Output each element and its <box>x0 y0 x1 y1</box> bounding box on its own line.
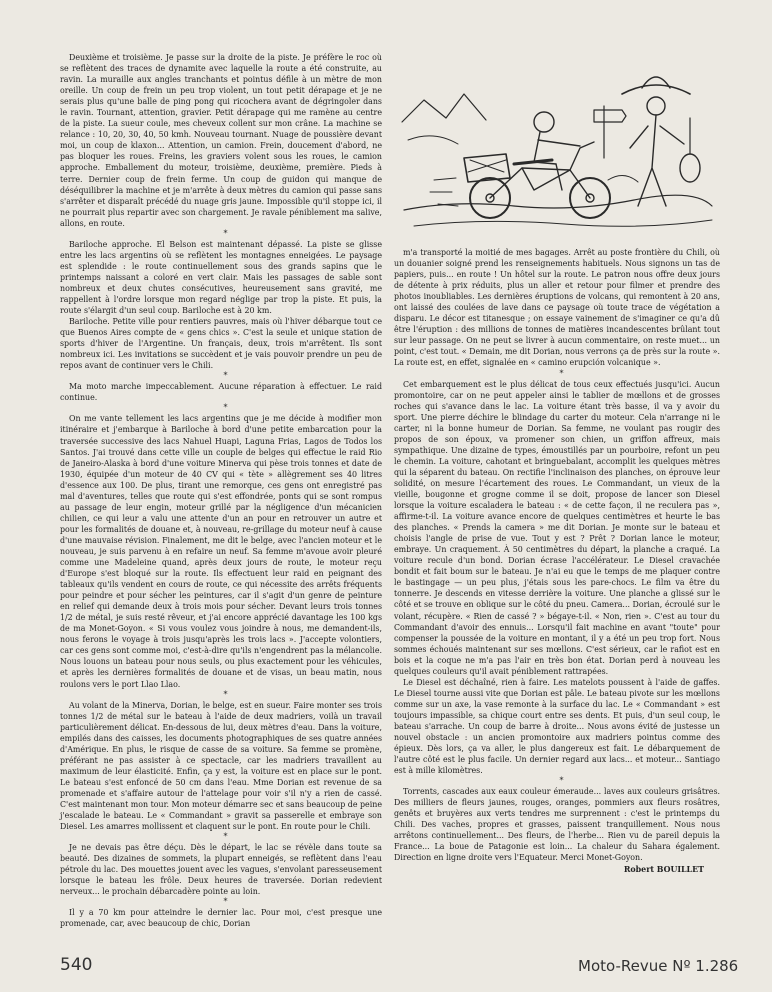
section-separator: * <box>223 403 228 413</box>
article-paragraph: On me vante tellement les lacs argentins que je me décide à modifier mon itinéraire et j'embarque à Bariloche à bord d'une petite embarcation pour la traversée successive des lacs Nahuel Huapi, Laguna Frias, Lagos de Todos los Santos. J'ai trouvé dans cette ville un couple de belges qui effectue le raid Rio de Janeiro-Alaska à bord d'une voiture Minerva qui pèse trois tonnes et date de 1930, équipée d'un moteur de 40 CV qui « tète » allègrement ses 40 litres d'essence aux 100. De plus, tirant une remorque, ces gens ont enregistré pas mal d'aventures, telles que route qui s'est effondrée, ponts qui se sont rompus au passage de leur engin, moteur grillé par la négligence d'un mécanicien chilien, ce qui leur a valu une attente d'un an pour en retrouver un autre et pour les formalités de douane et, à nouveau, re-grillage du moteur neuf à cause d'une mauvaise révision. Finalement, me dit le belge, avec l'ancien moteur et le nouveau, je suis parvenu à en refaire un neuf. Sa femme m'avoue avoir pleuré comme une Madeleine quand, après deux jours de route, le moteur reçu d'Europe s'est bloqué sur la route. Ils effectuent leur raid en peignant des tableaux qu'ils vendent en cours de route, ce qui nécessite des arrêts fréquents pour peindre et pour sécher les peintures, car il s'agit d'un genre de peinture en relief qui demande deux à trois mois pour sécher. Devant leurs trois tonnes 1/2 de métal, je suis resté rêveur, et j'ai encore apprécié davantage les 100 kgs de ma Monet-Goyon. « Si vous voulez vous joindre à nous, me demandent-ils, nous ferons le voyage à trois jusqu'après les trois lacs ». J'accepte volontiers, car ces gens sont comme moi, c'est-à-dire qu'ils n'engendrent pas la mélancolie. Nous louons un bateau pour nous seuls, ou plus exactement pour les véhicules, et après les dernières formalités de douane et de visas, un beau matin, nous roulons vers le port Llao Llao. <box>60 414 382 689</box>
article-paragraph: Au volant de la Minerva, Dorian, le belge, est en sueur. Faire monter ses trois tonnes 1/2 de métal sur le bateau à l'aide de deux madriers, voilà un travail particulièrement délicat. En-dessous de lui, deux mètres d'eau. Dans la voiture, empilés dans des caisses, les documents photographiques de ses quatre années d'Amérique. En plus, le risque de casse de sa voiture. Sa femme se promène, préférant ne pas assister à ce spectacle, car les madriers travaillent au maximum de leur élasticité. Enfin, ça y est, la voiture est en place sur le pont. Le bateau s'est enfoncé de 50 cm dans l'eau. Mme Dorian est revenue de sa promenade et s'affaire autour de l'attelage pour voir s'il n'y a rien de cassé. C'est maintenant mon tour. Mon moteur démarre sec et sans beaucoup de peine j'escalade le bateau. Le « Commandant » gravit sa passerelle et embraye son Diesel. Les amarres mollissent et claquent sur le pont. En route pour le Chili. <box>60 700 382 832</box>
article-paragraph: Cet embarquement est le plus délicat de tous ceux effectués jusqu'ici. Aucun promontoire, car on ne peut appeler ainsi le tablier de mœllons et de grosses roches qui s'avance dans le lac. La voiture étant très basse, il va y avoir du sport. Une pierre déchire le blindage du carter du moteur. Cela n'arrange ni le carter, ni la bonne humeur de Dorian. Sa femme, ne voulant pas rougir des propos de son époux, va promener son chien, un griffon affreux, mais sympathique. Une dizaine de types, émoustillés par un pourboire, refont un peu le chemin. La voiture, cahotant et bringuebalant, accomplit les quelques mètres qui la séparent du bateau. On rectifie l'inclinaison des planches, on éprouve leur solidité, on mesure l'écartement des roues. Le Commandant, un vieux de la vieille, bougonne et grogne comme il se doit, propose de lancer son Diesel lorsque la voiture escaladera le bateau : « de cette façon, il ne reculera pas », affirme-t-il. La voiture avance encore de quelques centimètres et heurte le bas des planches. « Prends la camera » me dit Dorian. Je monte sur le bateau et choisis l'angle de prise de vue. Tout y est ? Prêt ? Dorian lance le moteur, embraye. Un craquement. À 50 centimètres du départ, la planche a craqué. La voiture recule d'un bond. Dorian écrase l'accélérateur. Le Diesel cravachée bondit et fait boum sur le bateau. Je n'ai eu que le temps de me plaquer contre le bastingage — un peu plus, j'étais sous les pare-chocs. Le film va être du tonnerre. Je descends en vitesse derrière la voiture. Une planche a glissé sur le côté et se trouve en oblique sur le côté du pneu. Camera... Dorian, écroulé sur le volant, récupère. « Rien de cassé ? » bégaye-t-il. « Non, rien ». C'est au tour du Commandant d'avoir des ennuis... Lorsqu'il fait machine en avant "toute" pour compenser la poussée de la voiture en montant, il y a été un peu trop fort. Nous sommes échoués maintenant sur ses mœllons. C'est sérieux, car le rafiot est en bois et la coque ne m'a pas l'air en très bon état. Dorian perd à nouveau les quelques couleurs qu'il avait péniblement rattrapées. <box>394 379 720 676</box>
article-paragraph: Le Diesel est déchaîné, rien à faire. Les matelots poussent à l'aide de gaffes. Le Diesel tourne aussi vite que Dorian est pâle. Le bateau pivote sur les mœllons comme sur un axe, la vase remonte à la surface du lac. Le « Commandant » est toujours impassible, sa chique court entre ses dents. Et puis, d'un seul coup, le bateau s'arrache. Un coup de barre à droite... Nous avons évité de justesse un nouvel obstacle : un ancien promontoire aux madriers pointus comme des épieux. Dès lors, ça va aller, le plus dangereux est fait. Le débarquement de l'autre côté est le plus facile. Un dernier regard aux lacs... et moteur... Santiago est à mille kilomètres. <box>394 677 720 776</box>
section-separator: * <box>223 228 228 238</box>
article-paragraph: Bariloche approche. El Belson est maintenant dépassé. La piste se glisse entre les lacs argentins où se reflètent les montagnes enneigées. Le paysage est splendide : le route continuellement sous des grands sapins que le printemps naissant a coloré en vert clair. Mais les passages de sable sont nombreux et deux chutes consécutives, heureusement sans gravité, me rappellent à l'ordre lorsque mon regard néglige par trop la piste. Et puis, la route s'élargit d'un seul coup. Bariloche est à 20 km. <box>60 239 382 316</box>
article-paragraph: Il y a 70 km pour atteindre le dernier lac. Pour moi, c'est presque une promenade, car, avec beaucoup de chic, Dorian <box>60 908 382 929</box>
article-paragraph: m'a transporté la moitié de mes bagages. Arrêt au poste frontière du Chili, où un douanier soigné prend les renseignements habituels. Nous signons un tas de papiers, puis... en route ! Un hôtel sur la route. Le patron nous offre deux jours de détente à prix réduits, plus un aller et retour pour filmer et prendre des photos inoubliables. Les dernières éruptions de volcans, qui remontent à 20 ans, ont laissé des coulées de lave dans ce paysage où toute trace de végétation a disparu. Le décor est titanesque ; on essaye vainement de s'imaginer ce qu'a dû être l'éruption : des millions de tonnes de matières incandescentes brûlant tout sur leur passage. On ne peut se livrer à aucun commentaire, on reste muet... un point, c'est tout. « Demain, me dit Dorian, nous verrons ça de près sur la route ». La route est, en effet, signalée en « camino erupción volcanique ». <box>394 248 720 368</box>
article-paragraph: Ma moto marche impeccablement. Aucune réparation à effectuer. Le raid continue. <box>60 382 382 403</box>
section-separator: * <box>559 776 564 786</box>
magazine-title: Moto-Revue Nº 1.286 <box>578 957 739 975</box>
article-column-right <box>394 247 720 919</box>
cartoon-illustration <box>394 60 720 242</box>
article-paragraph: Torrents, cascades aux eaux couleur émeraude... laves aux couleurs grisâtres. Des milliers de fleurs jaunes, rouges, oranges, pommiers aux fleurs rosâtres, genêts et bruyères aux verts tendres me surprennent : c'est le printemps du Chili. Des vaches, propres et grasses, paissent tranquillement. Nous nous arrêtons continuellement... Des fleurs, de l'herbe... Rien vu de pareil depuis la France... La boue de Patagonie est loin... La chaleur du Sahara également. Direction en ligne droite vers l'Equateur. Merci Monet-Goyon. <box>394 787 720 863</box>
section-separator: * <box>223 689 228 699</box>
section-separator: * <box>223 832 228 842</box>
article-column-left <box>60 52 382 948</box>
article-paragraph: Je ne devais pas être déçu. Dès le départ, le lac se révèle dans toute sa beauté. Des dizaines de sommets, la plupart enneigés, se reflètent dans l'eau pétrole du lac. Des mouettes jouent avec les vagues, s'envolant paresseusement lorsque le bateau les frôle. Deux heures de traversée. Dorian redevient nerveux... le prochain débarcadère pointe au loin. <box>60 843 382 897</box>
section-separator: * <box>559 368 564 378</box>
page-number: 540 <box>60 955 93 975</box>
section-separator: * <box>223 371 228 381</box>
article-paragraph: Deuxième et troisième. Je passe sur la droite de la piste. Je préfère le roc où se reflètent des traces de dynamite avec laquelle la route a été construite, au ravin. La muraille aux angles tranchants et pointus défile à un mètre de mon oreille. Un coup de frein un peu trop violent, un tout petit dérapage et je ne serais plus qu'une balle de ping pong qui ricochera avant de dégringoler dans le ravin. Tournant, attention, gravier. Petit dérapage qui me ramène au centre de la piste. La sueur coule, mes cheveux collent sur mon crâne. La machine se relance : 10, 20, 30, 40, 50 kmh. Nouveau tournant. Nuage de poussière devant moi, un coup de klaxon... Attention, un camion. Frein, doucement d'abord, ne pas bloquer les roues. Freins, les graviers volent sous les roues, le camion approche. Emballement du moteur, troisième, deuxième, première. Pieds à terre. Dernier coup de frein ferme. Un coup de guidon qui manque de déséquilibrer la machine et je m'arrête à deux mètres du camion qui passe sans s'arrêter et disparaît précédé du nuage gris jaune. Impossible qu'il stoppe ici, il ne pourrait plus repartir avec son chargement. Je ravale péniblement ma salive, allons, en route. <box>60 53 382 228</box>
author-signature: Robert BOUILLET <box>623 864 704 874</box>
section-separator: * <box>223 897 228 907</box>
article-paragraph: Bariloche. Petite ville pour rentiers pauvres, mais où l'hiver débarque tout ce que Buenos Aires compte de « gens chics ». C'est la seule et unique station de sports d'hiver de l'Argentine. Un français, deux, trois m'arrêtent. Ils sont nombreux ici. Les invitations se succèdent et je vais pouvoir prendre un peu de repos avant de continuer vers le Chili. <box>60 317 382 371</box>
